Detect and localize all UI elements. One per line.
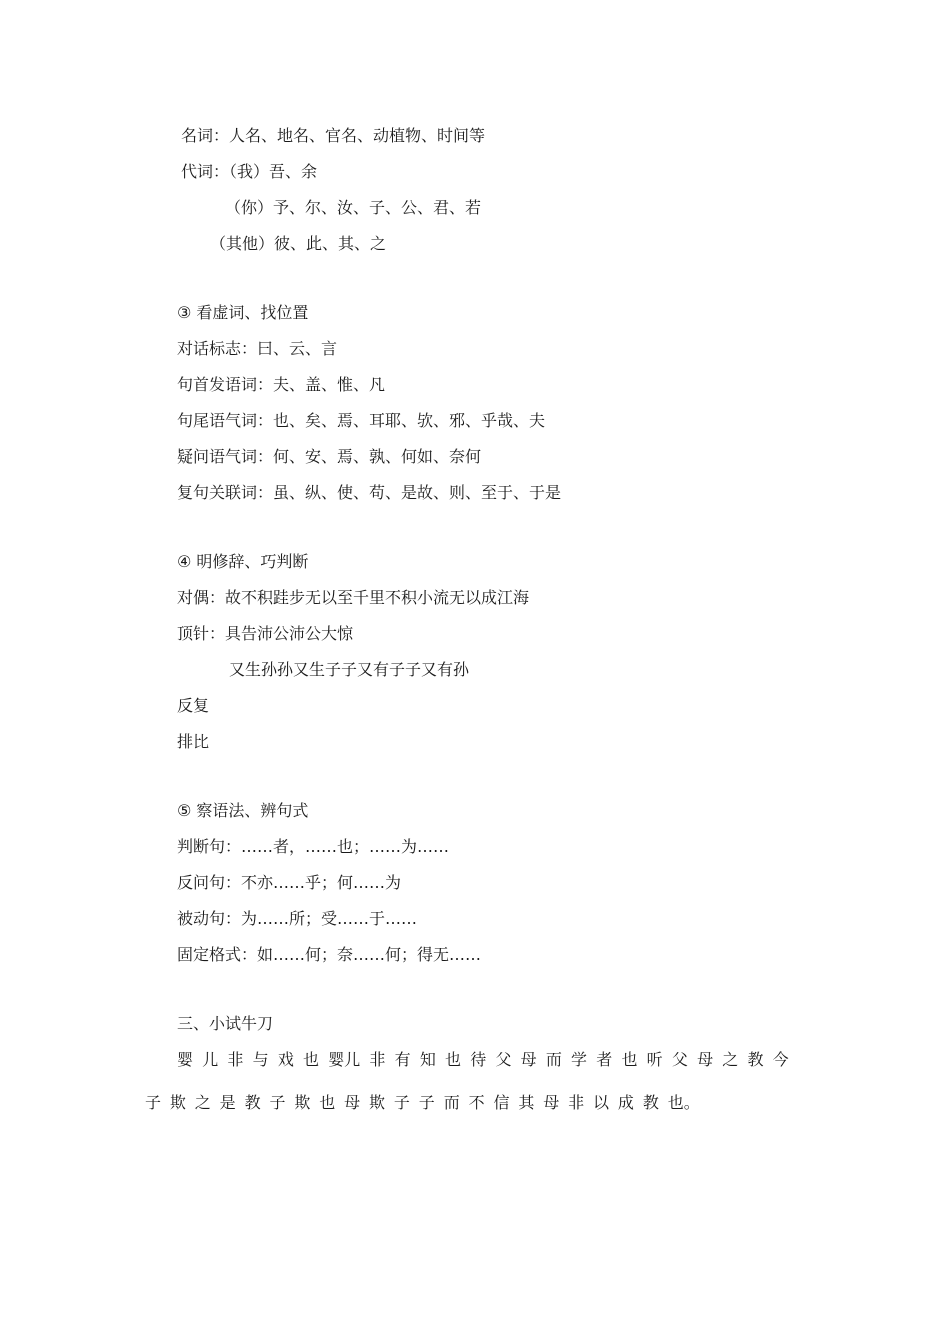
passage-char: 有 [394,1050,411,1069]
duiou-line: 对偶：故不积跬步无以至千里不积小流无以成江海 [177,588,530,607]
passage-char: 子 [393,1093,410,1112]
passage-char: 信 [493,1093,510,1112]
list-item: 被动句：为……所；受……于…… [177,909,418,928]
passage-char: 也 [621,1050,638,1069]
passage-char: 儿 [202,1050,219,1069]
section5-heading: ⑤ 察语法、辨句式 [177,801,309,820]
list-item: 句尾语气词：也、矣、焉、耳耶、欤、邪、乎哉、夫 [177,411,546,430]
passage-char: 非 [227,1050,244,1069]
passage-char: 婴儿 [328,1050,361,1069]
pronouns-line: 代词：（我）吾、余 [181,162,318,181]
passage-char: 以 [593,1093,610,1112]
fanfu-line: 反复 [177,696,210,715]
passage-char: 与 [252,1050,269,1069]
passage-char: 母 [520,1050,537,1069]
passage-char: 听 [646,1050,663,1069]
list-item: 对话标志：曰、云、言 [177,339,338,358]
practice-passage-line-1 [177,1050,789,1070]
passage-char: 待 [470,1050,487,1069]
list-item: 反问句：不亦……乎；何……为 [177,873,402,892]
pronouns-other-line: （其他）彼、此、其、之 [210,234,387,253]
list-item: 固定格式：如……何；奈……何；得无…… [177,945,482,964]
passage-char: 也。 [667,1093,700,1112]
passage-char: 今 [772,1050,789,1069]
passage-char: 而 [545,1050,562,1069]
passage-char: 教 [747,1050,764,1069]
passage-char: 不 [468,1093,485,1112]
passage-char: 父 [495,1050,512,1069]
list-item: 判断句：……者，……也；……为…… [177,837,450,856]
passage-char: 之 [194,1093,211,1112]
passage-char: 父 [671,1050,688,1069]
passage-char: 子 [418,1093,435,1112]
passage-char: 母 [344,1093,361,1112]
passage-char: 之 [722,1050,739,1069]
passage-char: 子 [269,1093,286,1112]
passage-char: 也 [319,1093,336,1112]
pronouns-you-line: （你）予、尔、汝、子、公、君、若 [225,198,482,217]
passage-char: 欺 [169,1093,186,1112]
nouns-line: 名词：人名、地名、官名、动植物、时间等 [181,126,486,145]
passage-char: 非 [369,1050,386,1069]
passage-char: 教 [642,1093,659,1112]
list-item: 疑问语气词：何、安、焉、孰、何如、奈何 [177,447,482,466]
practice-heading: 三、小试牛刀 [177,1014,274,1033]
passage-char: 戏 [277,1050,294,1069]
passage-char: 也 [445,1050,462,1069]
passage-char: 非 [568,1093,585,1112]
section3-heading: ③ 看虚词、找位置 [177,303,309,322]
list-item: 句首发语词：夫、盖、惟、凡 [177,375,386,394]
list-item: 复句关联词：虽、纵、使、苟、是故、则、至于、于是 [177,483,562,502]
passage-char: 者 [596,1050,613,1069]
passage-char: 学 [571,1050,588,1069]
passage-char: 成 [617,1093,634,1112]
passage-char: 知 [419,1050,436,1069]
paibi-line: 排比 [177,732,210,751]
passage-char: 婴 [177,1050,194,1069]
section4-heading: ④ 明修辞、巧判断 [177,552,309,571]
passage-char: 母 [697,1050,714,1069]
dingzhen-line-2: 又生孙孙又生子子又有子子又有孙 [229,660,470,679]
passage-char: 欺 [294,1093,311,1112]
passage-char: 母 [543,1093,560,1112]
passage-char: 而 [443,1093,460,1112]
passage-char: 子 [145,1093,162,1112]
passage-char: 欺 [369,1093,386,1112]
practice-passage-line-2 [145,1093,700,1113]
passage-char: 其 [518,1093,535,1112]
passage-char: 教 [244,1093,261,1112]
passage-char: 也 [303,1050,320,1069]
dingzhen-line: 顶针：具告沛公沛公大惊 [177,624,354,643]
passage-char: 是 [219,1093,236,1112]
